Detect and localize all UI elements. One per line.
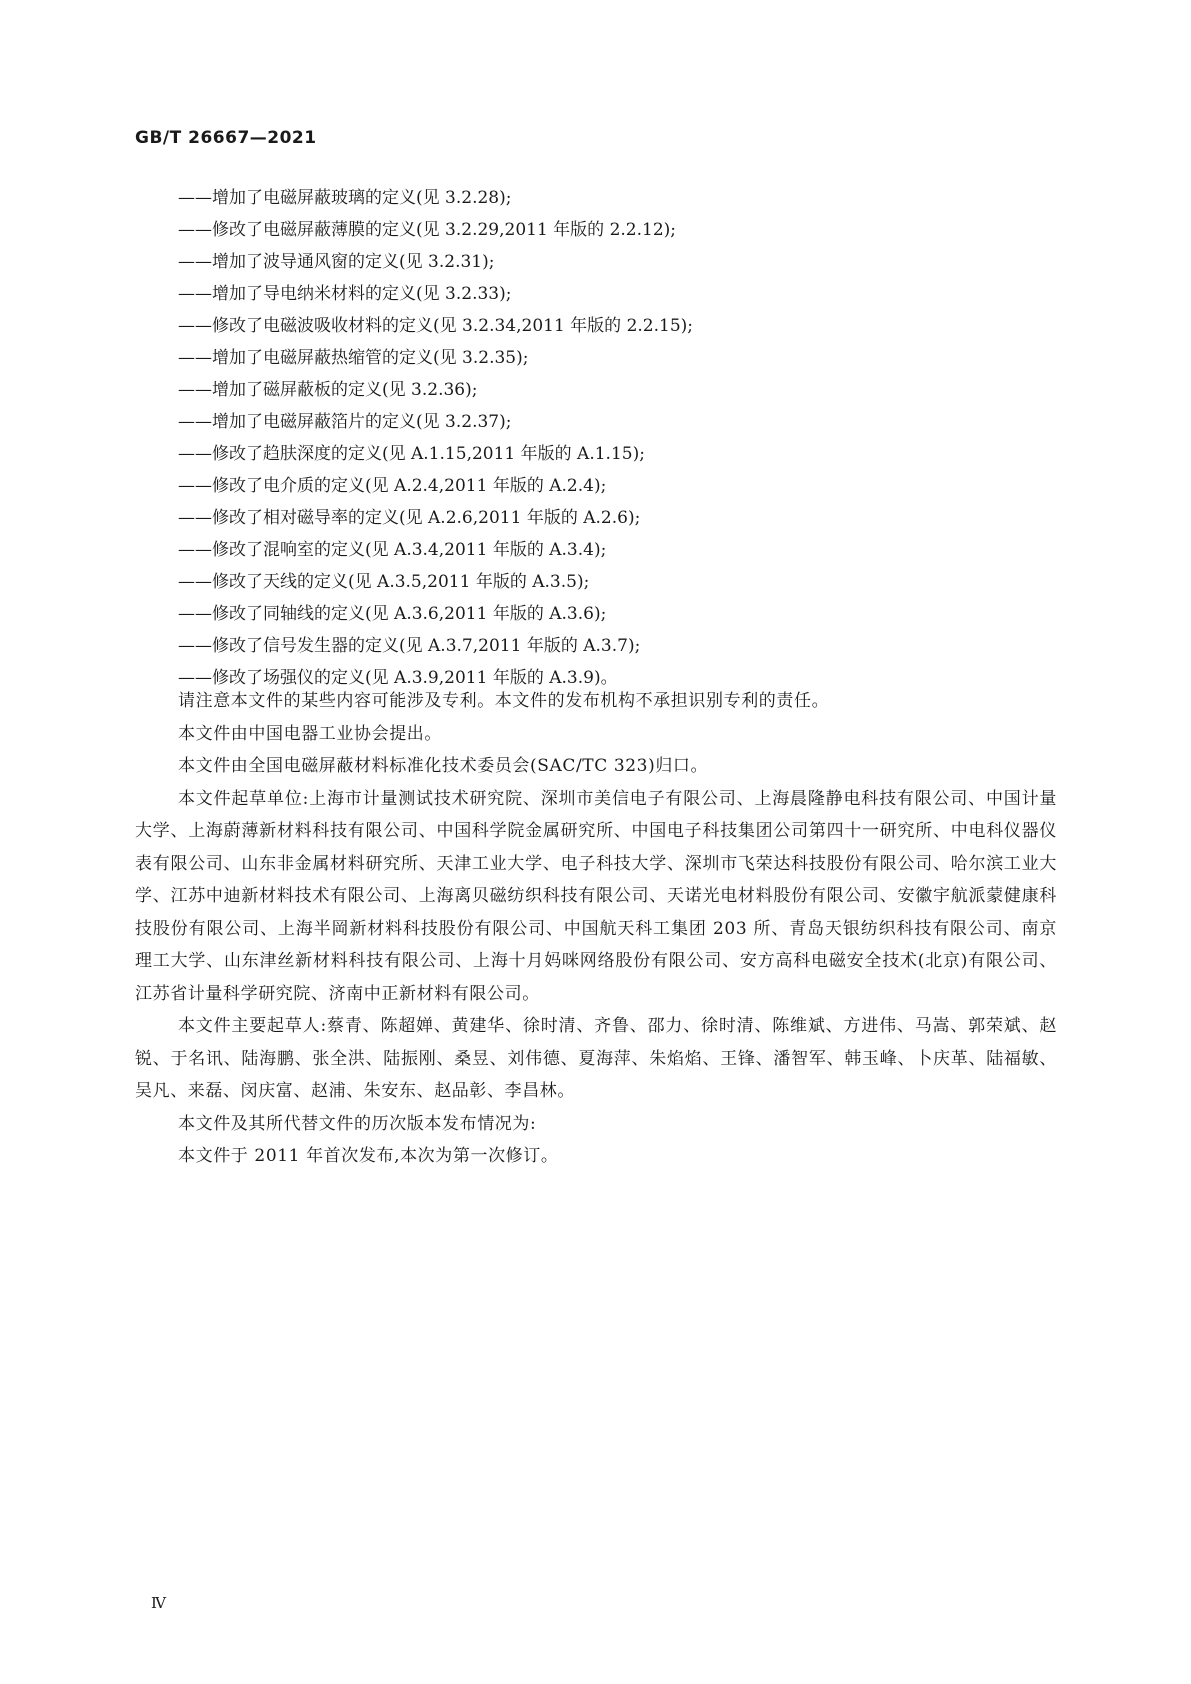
change-item: ——修改了天线的定义(见 A.3.5,2011 年版的 A.3.5); — [178, 572, 590, 592]
change-item: ——增加了导电纳米材料的定义(见 3.2.33); — [178, 284, 512, 304]
patent-notice-paragraph: 请注意本文件的某些内容可能涉及专利。本文件的发布机构不承担识别专利的责任。 — [178, 691, 830, 711]
change-item: ——修改了电磁波吸收材料的定义(见 3.2.34,2011 年版的 2.2.15); — [178, 316, 694, 336]
drafting-units-paragraph: 本文件起草单位:上海市计量测试技术研究院、深圳市美信电子有限公司、上海晨隆静电科技有限公司、中国计量大学、上海蔚薄新材料科技有限公司、中国科学院金属研究所、中国电子科技集团公司第四十一研究所、中电科仪器仪表有限公司、山东非金属材料研究所、天津工业大学、电子科技大学、深圳市飞荣达科技股份有限公司、哈尔滨工业大学、江苏中迪新材料技术有限公司、上海离贝磁纺织科技有限公司、天诺光电材料股份有限公司、安徽宇航派蒙健康科技股份有限公司、上海半岡新材料科技股份有限公司、中国航天科工集团 203 所、青岛天银纺织科技有限公司、南京理工大学、山东津丝新材料科技有限公司、上海十月妈咪网络股份有限公司、安方高科电磁安全技术(北京)有限公司、江苏省计量科学研究院、济南中正新材料有限公司。 — [135, 788, 1057, 1004]
change-item: ——增加了磁屏蔽板的定义(见 3.2.36); — [178, 380, 478, 400]
standard-code-header: GB/T 26667—2021 — [135, 128, 317, 148]
page-number: Ⅳ — [151, 1594, 166, 1612]
change-item: ——增加了电磁屏蔽热缩管的定义(见 3.2.35); — [178, 348, 529, 368]
change-list — [178, 182, 1078, 694]
change-item: ——修改了混响室的定义(见 A.3.4,2011 年版的 A.3.4); — [178, 540, 607, 560]
change-item: ——增加了波导通风窗的定义(见 3.2.31); — [178, 252, 495, 272]
version-history-paragraph: 本文件于 2011 年首次发布,本次为第一次修订。 — [178, 1146, 559, 1166]
change-item: ——修改了信号发生器的定义(见 A.3.7,2011 年版的 A.3.7); — [178, 636, 641, 656]
change-item: ——修改了相对磁导率的定义(见 A.2.6,2011 年版的 A.2.6); — [178, 508, 641, 528]
change-item: ——增加了电磁屏蔽玻璃的定义(见 3.2.28); — [178, 188, 512, 208]
change-item: ——修改了趋肤深度的定义(见 A.1.15,2011 年版的 A.1.15); — [178, 444, 645, 464]
committee-paragraph: 本文件由全国电磁屏蔽材料标准化技术委员会(SAC/TC 323)归口。 — [178, 756, 709, 776]
change-item: ——修改了同轴线的定义(见 A.3.6,2011 年版的 A.3.6); — [178, 604, 607, 624]
change-item: ——修改了电磁屏蔽薄膜的定义(见 3.2.29,2011 年版的 2.2.12); — [178, 220, 677, 240]
proposer-paragraph: 本文件由中国电器工业协会提出。 — [178, 723, 442, 744]
change-item: ——增加了电磁屏蔽箔片的定义(见 3.2.37); — [178, 412, 512, 432]
drafters-paragraph: 本文件主要起草人:蔡青、陈超婵、黄建华、徐时清、齐鲁、邵力、徐时清、陈维斌、方进伟、马嵩、郭荣斌、赵锐、于名讯、陆海鹏、张全洪、陆振刚、桑昱、刘伟德、夏海萍、朱焰焰、王锋、潘智军、韩玉峰、卜庆革、陆福敏、吴凡、来磊、闵庆富、赵浦、朱安东、赵品彰、李昌林。 — [135, 1016, 1057, 1101]
version-history-intro-paragraph: 本文件及其所代替文件的历次版本发布情况为: — [178, 1113, 537, 1134]
body-paragraphs — [135, 685, 1057, 1173]
change-item: ——修改了场强仪的定义(见 A.3.9,2011 年版的 A.3.9)。 — [178, 668, 618, 688]
change-item: ——修改了电介质的定义(见 A.2.4,2011 年版的 A.2.4); — [178, 476, 607, 496]
